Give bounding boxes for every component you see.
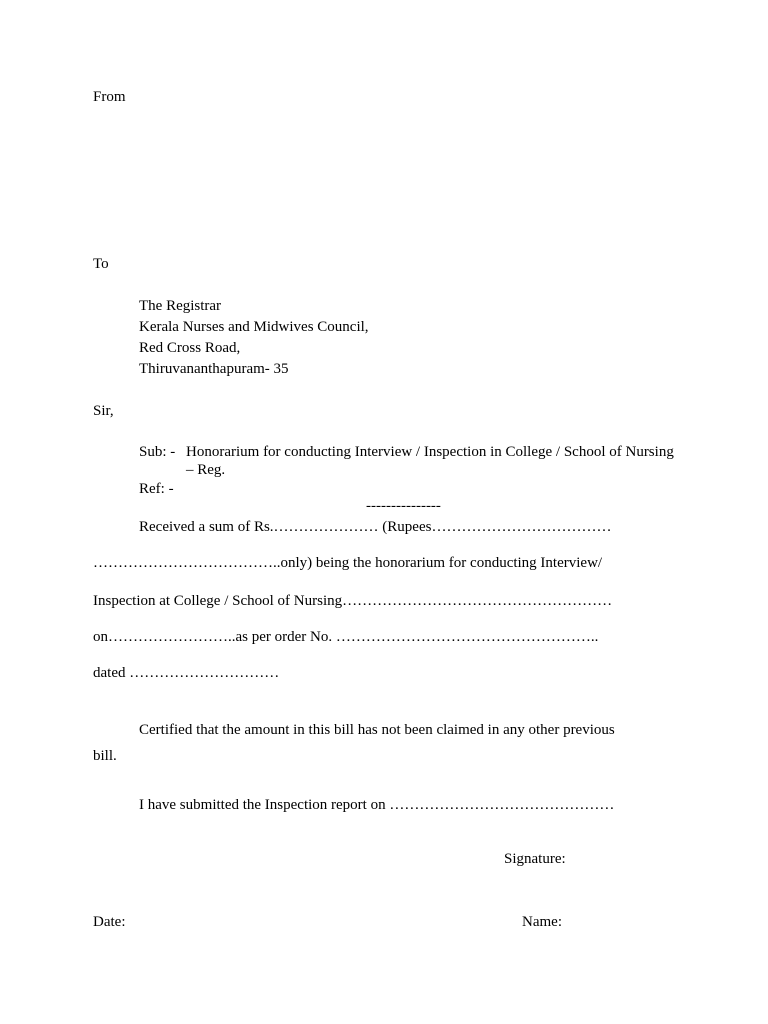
certification-line-1: Certified that the amount in this bill has not been claimed in any other previous xyxy=(139,722,615,738)
address-line-3: Red Cross Road, xyxy=(139,340,241,356)
certification-line-2: bill. xyxy=(93,748,117,764)
reference-label: Ref: - xyxy=(139,481,174,497)
address-line-2: Kerala Nurses and Midwives Council, xyxy=(139,319,369,335)
subject-label: Sub: - xyxy=(139,444,176,460)
salutation: Sir, xyxy=(93,403,114,419)
body-line-5: dated ………………………… xyxy=(93,665,280,681)
date-label: Date: xyxy=(93,914,126,930)
body-line-3: Inspection at College / School of Nursing……………………………………………… xyxy=(93,593,613,609)
report-line: I have submitted the Inspection report on ……………………………………… xyxy=(139,797,615,813)
from-label: From xyxy=(93,89,126,105)
name-label: Name: xyxy=(522,914,562,930)
to-label: To xyxy=(93,256,109,272)
body-line-2: ………………………………..only) being the honorarium for conducting Interview/ xyxy=(93,555,603,571)
address-line-1: The Registrar xyxy=(139,298,222,314)
address-line-4: Thiruvananthapuram- 35 xyxy=(139,361,289,377)
signature-label: Signature: xyxy=(504,851,566,867)
reference-separator: --------------- xyxy=(366,498,441,514)
body-line-1: Received a sum of Rs.………………… (Rupees……………………………… xyxy=(139,519,612,535)
body-line-4: on……………………..as per order No. …………………………………………….. xyxy=(93,629,599,645)
subject-text: Honorarium for conducting Interview / Inspection in College / School of Nursing – Reg. xyxy=(186,444,674,478)
